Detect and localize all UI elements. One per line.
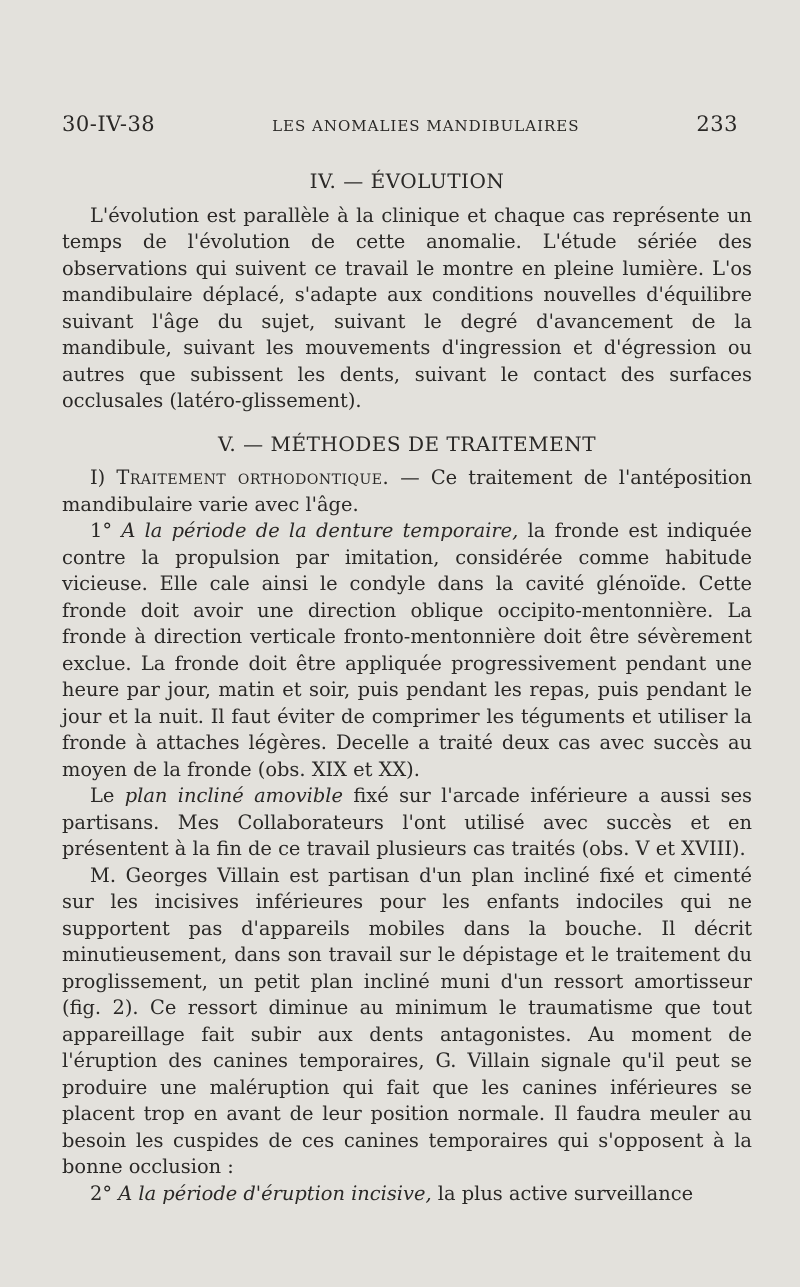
paragraph-text: la plus active surveillance xyxy=(431,1181,694,1205)
paragraph-number: 2° xyxy=(90,1181,113,1205)
running-header xyxy=(62,112,738,136)
paragraph-denture-temporaire xyxy=(62,518,752,783)
paragraph-text: fixé sur l'arcade inférieure a aussi ses partisans. Mes Collaborateurs l'ont utilisé avec succès et en présentent à la fin de ce travail plusieurs cas traités (obs. V et XVIII). xyxy=(62,784,753,860)
paragraph-eruption-incisive xyxy=(62,1181,752,1208)
paragraph-pre: Le xyxy=(90,784,125,807)
paragraph-lead: Traitement orthodontique. xyxy=(116,466,390,489)
paragraph-lead: A la période d'éruption incisive, xyxy=(118,1181,432,1205)
header-date: 30-IV-38 xyxy=(62,112,156,136)
paragraph-traitement-orthodontique xyxy=(62,465,752,518)
paragraph-plan-incline xyxy=(62,783,752,863)
paragraph-number: 1° xyxy=(90,519,113,542)
paragraph-text: — Ce traitement de l'antéposition mandibulaire varie avec l'âge. xyxy=(62,466,752,516)
paragraph-text: la fronde est indiquée contre la propulsion par imitation, considérée comme habitude vicieuse. Elle cale ainsi le condyle dans la cavité glénoïde. Cette fronde doit avoir une direction oblique occipito-mentonnière. La fronde à direction verticale fronto-mentonnière doit être sévèrement exclue. La fronde doit être appliquée progressivement pendant une heure par jour, matin et soir, puis pendant les repas, puis pendant le jour et la nuit. Il faut éviter de comprimer les téguments et utiliser la fronde à attaches légères. Decelle a traité deux cas avec succès au moyen de la fronde (obs. XIX et XX). xyxy=(62,519,752,781)
paragraph-evolution: L'évolution est parallèle à la clinique et chaque cas représente un temps de l'évolution de cette anomalie. L'étude sériée des observations qui suivent ce travail le montre en pleine lumière. L'os mandibulaire déplacé, s'adapte aux conditions nouvelles d'équilibre suivant l'âge du sujet, suivant le degré d'avancement de la mandibule, suivant les mouvements d'ingression et d'égression ou autres que subissent les dents, suivant le contact des surfaces occlusales (latéro-glissement). xyxy=(62,203,752,412)
paragraph-lead: plan incliné amovible xyxy=(124,784,343,807)
header-title: LES ANOMALIES MANDIBULAIRES xyxy=(272,117,580,135)
page-body xyxy=(62,168,752,1207)
paragraph-lead: A la période de la denture temporaire, xyxy=(121,519,519,542)
page-number: 233 xyxy=(696,112,738,136)
paragraph-number: I) xyxy=(90,466,106,489)
paragraph-villain: M. Georges Villain est partisan d'un plan incliné fixé et cimenté sur les incisives inférieures pour les enfants indociles qui ne supportent pas d'appareils mobiles dans la bouche. Il décrit minutieusement, dans son travail sur le dépistage et le traitement du proglissement, un petit plan incliné muni d'un ressort amortisseur (fig. 2). Ce ressort diminue au minimum le traumatisme que tout appareillage fait subir aux dents antagonistes. Au moment de l'éruption des canines temporaires, G. Villain signale qu'il peut se produire une maléruption qui fait que les canines inférieures se placent trop en avant de leur position normale. Il faudra meuler au besoin les cuspides de ces canines temporaires qui s'opposent à la bonne occlusion : xyxy=(62,863,752,1178)
section-heading-traitement: V. — MÉTHODES DE TRAITEMENT xyxy=(217,431,597,456)
section-heading-evolution: IV. — ÉVOLUTION xyxy=(309,169,505,193)
